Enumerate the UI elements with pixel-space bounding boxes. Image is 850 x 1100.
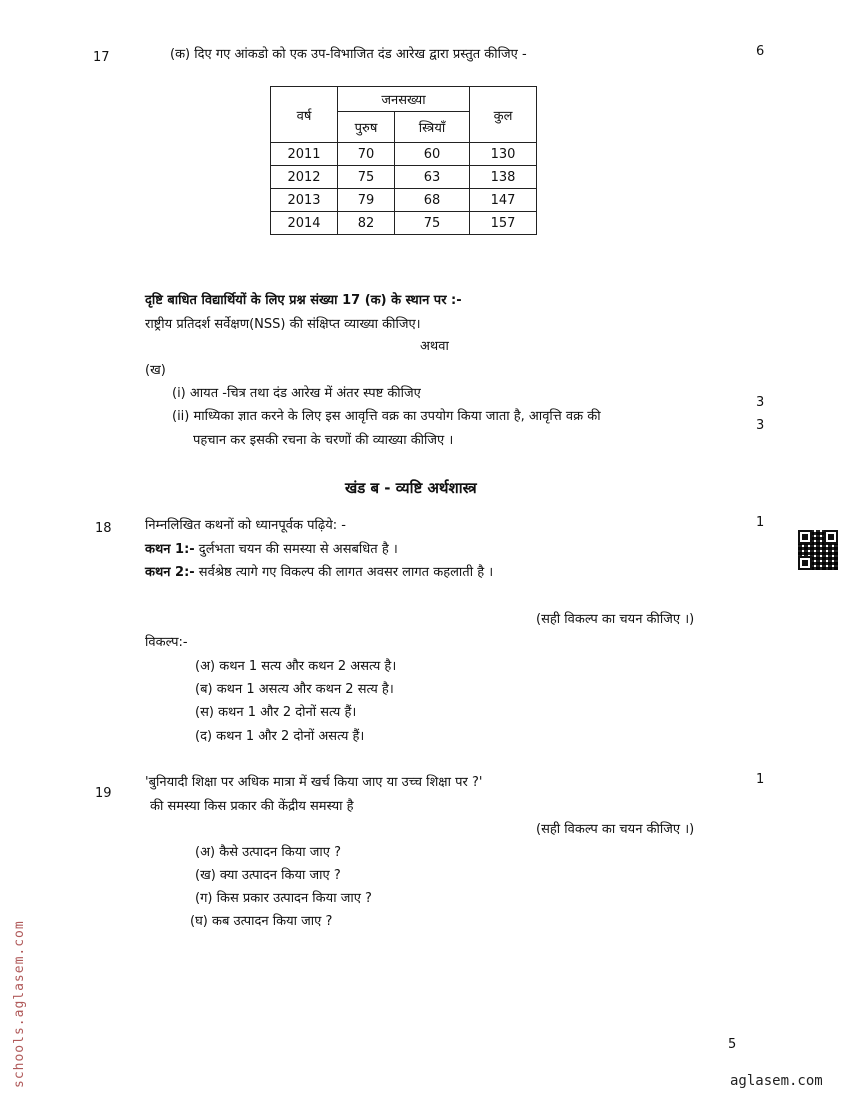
q17-sub-i-marks: 3: [756, 395, 765, 410]
q18-instruction: (सही विकल्प का चयन कीजिए ।): [536, 612, 695, 627]
header-population: जनसख्या: [338, 87, 470, 112]
header-year: वर्ष: [271, 87, 338, 143]
q17-part-b: (ख): [145, 363, 166, 378]
statement-1-text: दुर्लभता चयन की समस्या से असबधित है ।: [194, 542, 398, 557]
q18-statement-1: [145, 539, 398, 557]
statement-1-label: कथन 1:-: [145, 542, 195, 557]
q17-sub-ii-line2: पहचान कर इसकी रचना के चरणों की व्याख्या कीजिए ।: [193, 433, 454, 448]
table-cell: 2014: [271, 212, 338, 235]
q18-intro: निम्नलिखित कथनों को ध्यानपूर्वक पढ़िये: -: [145, 518, 346, 533]
question-number-17: 17: [93, 50, 110, 65]
statement-2-label: कथन 2:-: [145, 565, 195, 580]
section-title: खंड ब - व्यष्टि अर्थशास्त्र: [345, 479, 477, 497]
question-number-18: 18: [95, 521, 112, 536]
population-table: [270, 86, 537, 235]
table-cell: 2013: [271, 189, 338, 212]
q19-option: (घ) कब उत्पादन किया जाए ?: [190, 914, 333, 929]
table-cell: 75: [338, 166, 395, 189]
q18-option: (द) कथन 1 और 2 दोनों असत्य हैं।: [195, 729, 365, 744]
table-row: [271, 189, 537, 212]
table-cell: 2011: [271, 143, 338, 166]
header-total: कुल: [470, 87, 537, 143]
table-cell: 60: [395, 143, 470, 166]
table-cell: 75: [395, 212, 470, 235]
or-text: अथवा: [420, 339, 449, 354]
q19-option: (ख) क्या उत्पादन किया जाए ?: [195, 868, 341, 883]
q19-option: (अ) कैसे उत्पादन किया जाए ?: [195, 845, 341, 860]
table-row: [271, 212, 537, 235]
table-cell: 147: [470, 189, 537, 212]
q18-options-label: विकल्प:-: [145, 635, 188, 650]
header-men: पुरुष: [338, 112, 395, 143]
q17-sub-ii-marks: 3: [756, 418, 765, 433]
qr-code-image: [798, 530, 838, 570]
side-watermark: schools.aglasem.com: [12, 920, 27, 1088]
q19-option: (ग) किस प्रकार उत्पादन किया जाए ?: [195, 891, 372, 906]
q18-option: (स) कथन 1 और 2 दोनों सत्य हैं।: [195, 705, 357, 720]
table-cell: 2012: [271, 166, 338, 189]
table-cell: 130: [470, 143, 537, 166]
q17-sub-ii-line1: (ii) माध्यिका ज्ञात करने के लिए इस आवृत्ति वक्र का उपयोग किया जाता है, आवृत्ति वक्र की: [172, 409, 601, 424]
q18-statement-2: [145, 562, 493, 580]
header-women: स्त्रियाँ: [395, 112, 470, 143]
q17-sub-i: (i) आयत -चित्र तथा दंड आरेख में अंतर स्पष्ट कीजिए: [172, 386, 421, 401]
table-cell: 138: [470, 166, 537, 189]
table-cell: 157: [470, 212, 537, 235]
footer-watermark: aglasem.com: [730, 1073, 823, 1089]
q17-marks: 6: [756, 44, 765, 59]
table-row: [271, 166, 537, 189]
q18-option: (अ) कथन 1 सत्य और कथन 2 असत्य है।: [195, 659, 397, 674]
table-cell: 70: [338, 143, 395, 166]
table-cell: 82: [338, 212, 395, 235]
q19-instruction: (सही विकल्प का चयन कीजिए ।): [536, 822, 695, 837]
table-row: [271, 143, 537, 166]
statement-2-text: सर्वश्रेष्ठ त्यागे गए विकल्प की लागत अवसर लागत कहलाती है ।: [194, 565, 494, 580]
table-cell: 68: [395, 189, 470, 212]
q19-line-2: की समस्या किस प्रकार की केंद्रीय समस्या है: [150, 799, 354, 814]
vi-heading: दृष्टि बाधित विद्यार्थियों के लिए प्रश्न संख्या 17 (क) के स्थान पर :-: [145, 293, 462, 308]
vi-text: राष्ट्रीय प्रतिदर्श सर्वेक्षण(NSS) की संक्षिप्त व्याख्या कीजिए।: [145, 317, 421, 332]
q17-part-a-text: (क) दिए गए आंकडो को एक उप-विभाजित दंड आरेख द्वारा प्रस्तुत कीजिए -: [170, 47, 527, 62]
table-cell: 79: [338, 189, 395, 212]
question-number-19: 19: [95, 786, 112, 801]
q18-option: (ब) कथन 1 असत्य और कथन 2 सत्य है।: [195, 682, 394, 697]
q19-line-1: 'बुनियादी शिक्षा पर अधिक मात्रा में खर्च किया जाए या उच्च शिक्षा पर ?': [145, 775, 483, 790]
q18-marks: 1: [756, 515, 765, 530]
page-number: 5: [728, 1037, 737, 1052]
table-cell: 63: [395, 166, 470, 189]
q19-marks: 1: [756, 772, 765, 787]
